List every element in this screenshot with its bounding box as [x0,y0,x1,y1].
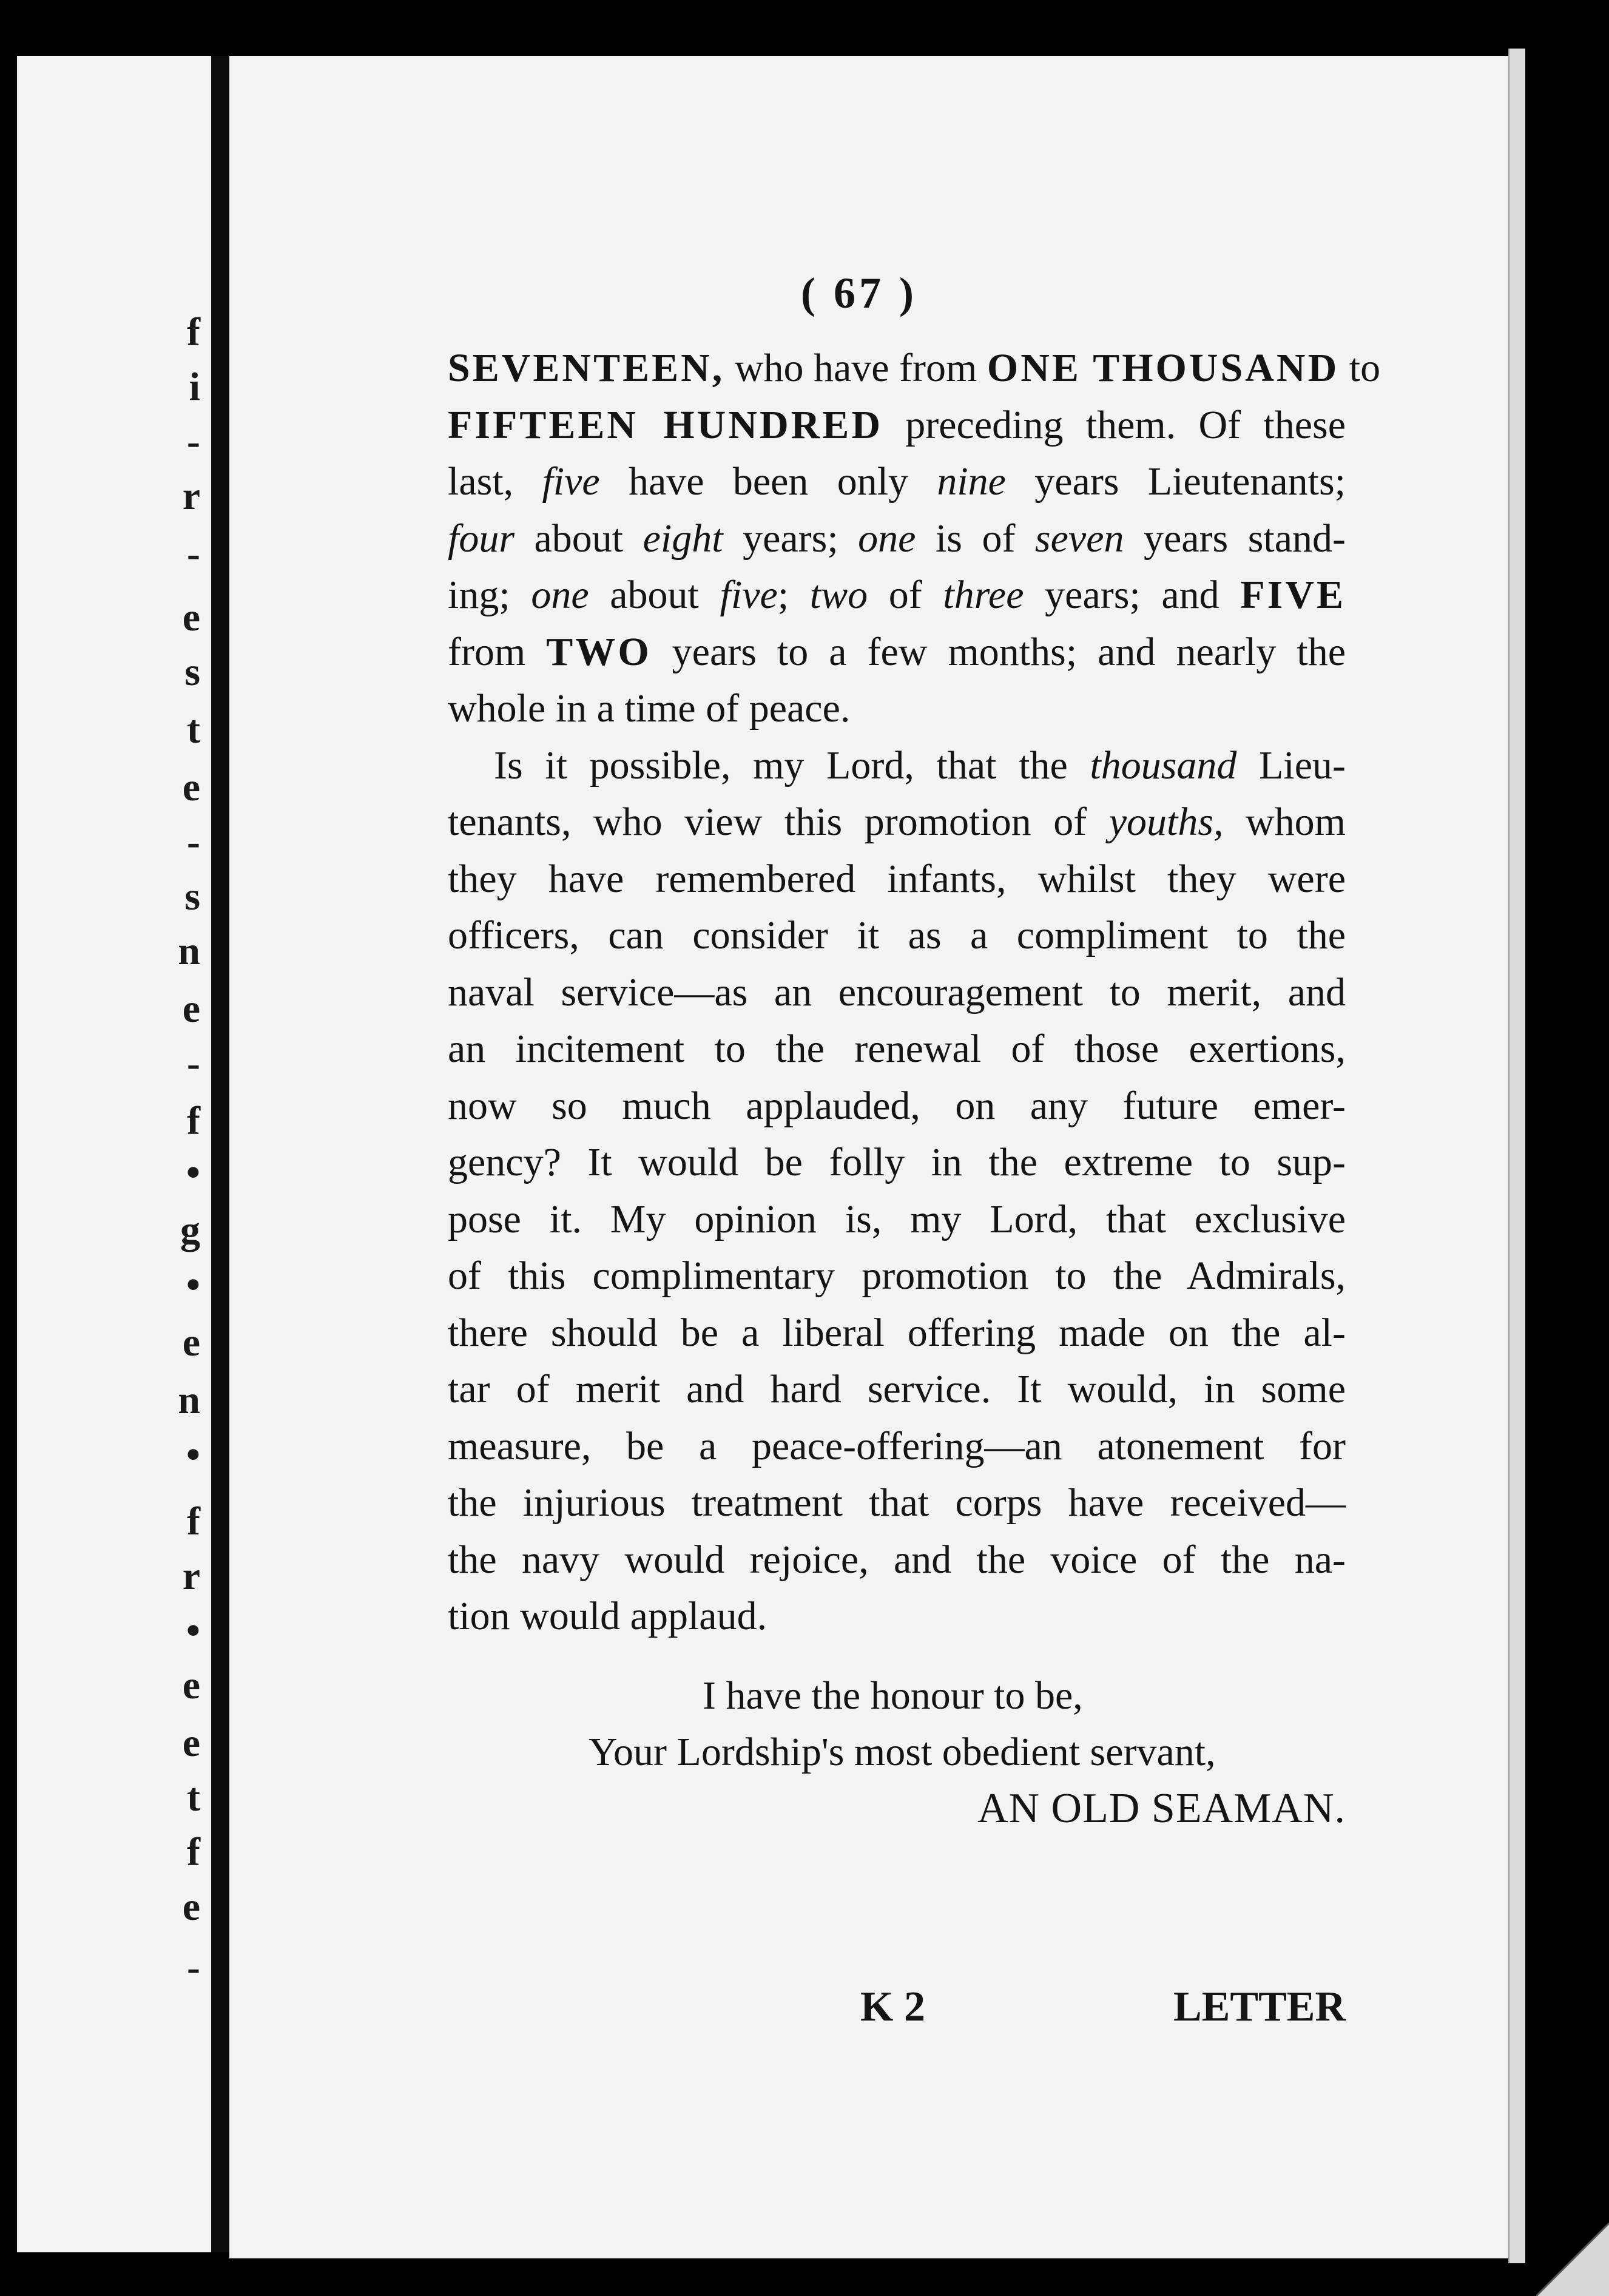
small-caps-text: SEVENTEEN, [448,346,725,390]
closing-servant: Your Lordship's most obedient servant, [589,1730,1216,1774]
text-line [448,1021,1346,1078]
facing-page-fragment: • [186,1609,200,1653]
facing-page-fragment: e [182,1663,200,1707]
catchword: LETTER [1173,1984,1346,2030]
facing-page-fragment: • [186,1150,200,1195]
text-run: officers, can consider it as a compliment to the [448,913,1346,957]
text-line [448,1474,1346,1531]
facing-page-edge [17,56,211,2252]
text-line [448,737,1346,794]
body-text [448,340,1381,1645]
text-line [448,567,1346,624]
text-run: there should be a liberal offering made on the al- [448,1310,1346,1355]
page-number: ( 67 ) [801,269,917,317]
facing-page-fragment: f [187,1499,200,1544]
text-run: who have from [724,346,987,390]
facing-page-fragment: r [182,474,200,518]
text-line [448,1134,1346,1191]
italic-text: five [542,459,600,504]
facing-page-fragment: s [184,874,200,919]
text-line [448,624,1346,681]
facing-page-fragment: i [189,365,200,409]
facing-page-fragment: - [187,419,200,464]
text-run: about [514,516,643,561]
text-line [448,1305,1346,1362]
text-line [448,680,1346,737]
book-gutter [211,56,229,2252]
closing-signature: AN OLD SEAMAN. [977,1785,1346,1832]
text-line [448,851,1346,908]
italic-text: one [531,573,589,617]
text-line [448,1531,1346,1589]
text-line [448,340,1381,397]
text-run: gency? It would be folly in the extreme to sup- [448,1140,1346,1184]
text-line [448,794,1346,851]
text-run: of [868,573,943,617]
text-run: is of [916,516,1035,561]
facing-page-fragment: s [184,650,200,694]
text-run: years stand- [1124,516,1346,561]
text-line [448,1588,1346,1645]
text-line [448,964,1346,1021]
text-run: preceding them. Of these [883,402,1346,447]
small-caps-text: TWO [546,629,652,674]
text-run: years to a few months; and nearly the [651,629,1346,674]
facing-page-fragment: r [182,1554,200,1598]
facing-page-fragment: t [187,707,200,752]
text-run: an incitement to the renewal of those exertions, [448,1027,1346,1071]
facing-page-fragment: n [178,1378,200,1422]
text-run: last, [448,459,542,504]
facing-page-fragment: e [182,595,200,640]
facing-page-fragment: - [187,1041,200,1086]
text-run: Is it possible, my Lord, that the [494,743,1090,788]
text-line [448,453,1346,510]
facing-page-fragment: e [182,1721,200,1765]
signature-mark: K 2 [860,1984,925,2030]
text-line [448,907,1346,964]
text-run: ; [777,573,810,617]
text-line [448,1361,1346,1418]
italic-text: three [943,573,1024,617]
text-run: Lieu- [1236,743,1346,788]
text-line [448,510,1346,567]
text-run: whole in a time of peace. [448,686,851,731]
text-run: the navy would rejoice, and the voice of the na- [448,1537,1346,1582]
text-run: the injurious treatment that corps have received— [448,1481,1346,1525]
text-line [448,1078,1346,1135]
corner-fold [1536,2187,1609,2296]
text-run: pose it. My opinion is, my Lord, that exclusive [448,1197,1346,1241]
text-run: years; and [1024,573,1241,617]
text-run: now so much applauded, on any future emer- [448,1083,1346,1128]
small-caps-text: FIVE [1240,573,1346,617]
text-run: from [448,629,547,674]
italic-text: seven [1034,516,1124,561]
italic-text: thousand [1090,743,1237,788]
facing-page-fragment: - [187,1945,200,1990]
facing-page-fragment: g [180,1208,200,1252]
text-run: measure, be a peace-offering—an atonement for [448,1423,1346,1468]
facing-page-fragment: f [187,310,200,354]
text-run: about [589,573,720,617]
facing-page-fragment: e [182,987,200,1031]
text-line [448,1418,1346,1475]
facing-page-fragment: f [187,1099,200,1143]
italic-text: five [720,573,778,617]
facing-page-fragment: f [187,1830,200,1874]
italic-text: two [809,573,868,617]
text-run: of this complimentary promotion to the Admirals, [448,1254,1346,1298]
italic-text: one [858,516,916,561]
text-line [448,397,1346,454]
text-run: have been only [599,459,937,504]
facing-page-fragment: n [178,929,200,973]
facing-page-fragment: • [186,1263,200,1307]
italic-text: eight [643,516,723,561]
facing-page-fragment: - [187,532,200,576]
text-line [448,1191,1346,1248]
facing-page-fragment: t [187,1775,200,1820]
text-line [448,1248,1346,1305]
italic-text: four [448,516,515,561]
facing-page-fragment: e [182,1320,200,1365]
closing-salutation: I have the honour to be, [703,1673,1083,1718]
italic-text: nine [937,459,1006,504]
facing-page-fragment: e [182,765,200,809]
facing-page-fragment: e [182,1885,200,1929]
text-run: years Lieutenants; [1005,459,1346,504]
text-run: whom [1223,800,1346,844]
italic-text: youths, [1108,800,1224,844]
text-run: tar of merit and hard service. It would, in some [448,1367,1346,1411]
text-run: years; [723,516,858,561]
text-run: tion would applaud. [448,1594,767,1638]
small-caps-text: FIFTEEN HUNDRED [448,402,883,447]
facing-page-fragment: - [187,820,200,864]
text-run: naval service—as an encouragement to merit, and [448,970,1346,1015]
page-edge [1508,49,1525,2263]
text-run: to [1339,346,1381,390]
facing-page-fragment: • [186,1433,200,1477]
small-caps-text: ONE THOUSAND [987,346,1340,390]
text-run: they have remembered infants, whilst they were [448,856,1346,901]
text-run: tenants, who view this promotion of [448,800,1109,844]
text-run: ing; [448,573,531,617]
